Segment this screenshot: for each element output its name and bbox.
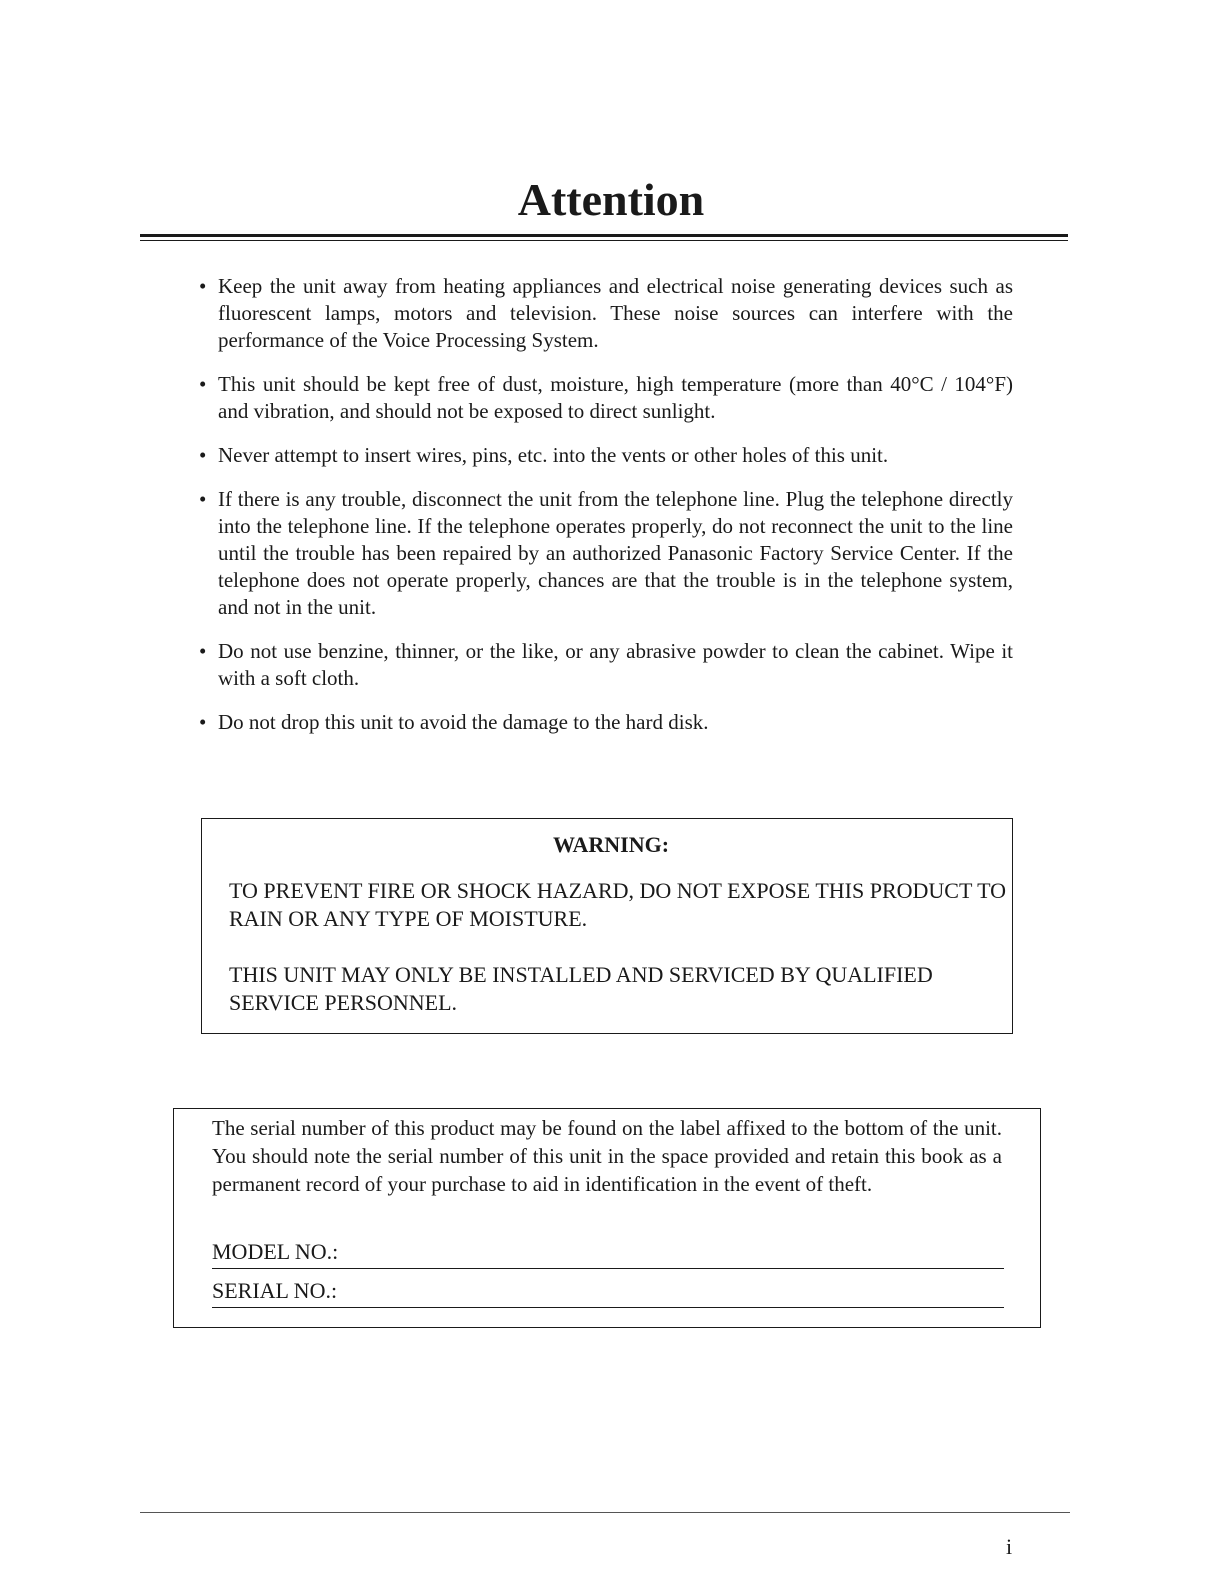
- list-item-text: Keep the unit away from heating appliances and electrical noise generating devices such as fluorescent lamps, motors and television. These noise sources can interfere with the performance of the Voice Processing System.: [218, 274, 1013, 352]
- bullet-icon: •: [199, 372, 207, 396]
- title-rule: [140, 234, 1068, 241]
- model-number-label: MODEL NO.:: [212, 1239, 339, 1264]
- bullet-icon: •: [199, 274, 207, 298]
- list-item-text: Do not drop this unit to avoid the damage to the hard disk.: [218, 710, 709, 734]
- list-item: [197, 638, 1013, 692]
- list-item-text: Never attempt to insert wires, pins, etc. into the vents or other holes of this unit.: [218, 443, 889, 467]
- footer-rule: [140, 1512, 1070, 1513]
- model-number-field[interactable]: [212, 1238, 1004, 1269]
- serial-note-text: The serial number of this product may be found on the label affixed to the bottom of the unit. You should note the serial number of this unit in the space provided and retain this book as a permanent record of your purchase to aid in identification in the event of theft.: [212, 1116, 1002, 1196]
- list-item: [197, 709, 1013, 736]
- bullet-icon: •: [199, 487, 207, 511]
- list-item: [197, 442, 1013, 469]
- serial-number-field[interactable]: [212, 1277, 1004, 1308]
- warning-paragraph-service: THIS UNIT MAY ONLY BE INSTALLED AND SERVICED BY QUALIFIED SERVICE PERSONNEL.: [229, 962, 933, 1015]
- bullet-icon: •: [199, 639, 207, 663]
- attention-list: [197, 273, 1013, 753]
- list-item-text: Do not use benzine, thinner, or the like, or any abrasive powder to clean the cabinet. Wipe it with a soft cloth.: [218, 639, 1013, 690]
- page-title: Attention: [517, 174, 705, 225]
- list-item: [197, 273, 1013, 354]
- page-number: i: [1006, 1534, 1013, 1559]
- list-item-text: This unit should be kept free of dust, moisture, high temperature (more than 40°C / 104°F) and vibration, and should not be exposed to direct sunlight.: [218, 372, 1013, 423]
- list-item: [197, 371, 1013, 425]
- bullet-icon: •: [199, 710, 207, 734]
- bullet-icon: •: [199, 443, 207, 467]
- serial-number-label: SERIAL NO.:: [212, 1278, 338, 1303]
- warning-title: WARNING:: [552, 832, 670, 857]
- list-item: [197, 486, 1013, 621]
- list-item-text: If there is any trouble, disconnect the unit from the telephone line. Plug the telephone directly into the telephone line. If the telephone operates properly, do not reconnect the unit to the line until the trouble has been repaired by an authorized Panasonic Factory Service Center. If the telephone does not operate properly, chances are that the trouble is in the telephone system, and not in the unit.: [218, 487, 1013, 619]
- warning-paragraph-fire: TO PREVENT FIRE OR SHOCK HAZARD, DO NOT EXPOSE THIS PRODUCT TO RAIN OR ANY TYPE OF MOISTURE.: [229, 878, 1007, 931]
